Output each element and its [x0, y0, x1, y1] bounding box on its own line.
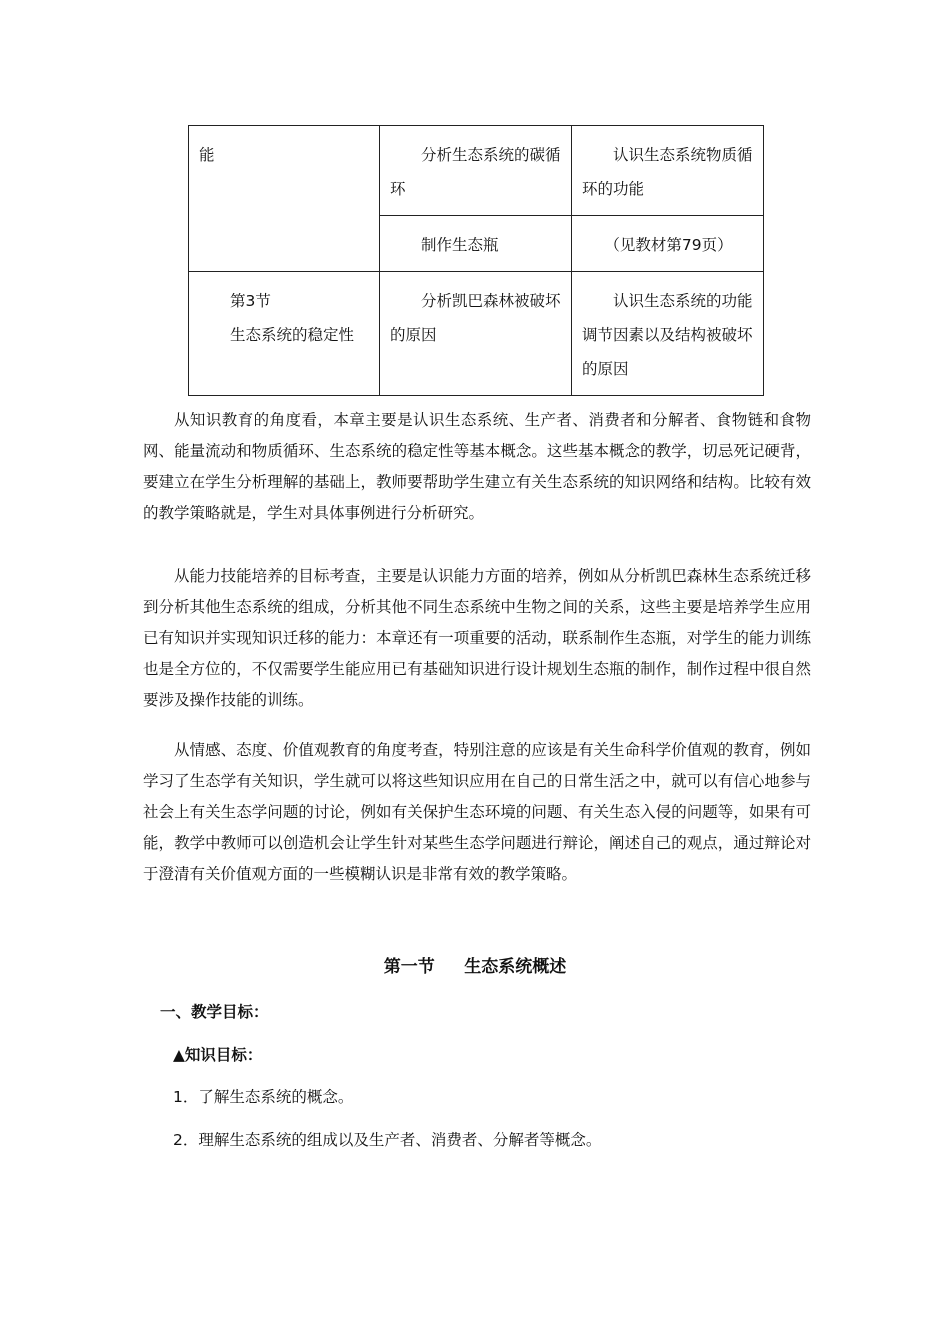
teaching-goals-heading: 一、教学目标： [160, 1003, 269, 1021]
table-cell [189, 272, 380, 396]
curriculum-table [188, 125, 764, 396]
table-cell [189, 126, 380, 272]
table-cell: 认识生态系统的功能调节因素以及结构被破坏的原因 [572, 272, 764, 396]
table-cell: 认识生态系统物质循环的功能 [572, 126, 764, 216]
knowledge-goal-item: 1．了解生态系统的概念。 [173, 1088, 354, 1106]
paragraph-knowledge-education: 从知识教育的角度看，本章主要是认识生态系统、生产者、消费者和分解者、食物链和食物网、能量流动和物质循环、生态系统的稳定性等基本概念。这些基本概念的教学，切忌死记硬背，要建立在学生分析理解的基础上，教师要帮助学生建立有关生态系统的知识网络和结构。比较有效的教学策略就是，学生对具体事例进行分析研究。 [143, 411, 811, 522]
table-cell: 分析凯巴森林被破坏的原因 [380, 272, 572, 396]
cell-line: 生态系统的稳定性 [230, 326, 355, 344]
knowledge-goals-heading: ▲知识目标： [173, 1046, 263, 1064]
cell-text: 能 [199, 146, 215, 164]
table-cell: 制作生态瓶 [380, 216, 572, 272]
paragraph-ability-training: 从能力技能培养的目标考查，主要是认识能力方面的培养，例如从分析凯巴森林生态系统迁移到分析其他生态系统的组成，分析其他不同生态系统中生物之间的关系，这些主要是培养学生应用已有知识并实现知识迁移的能力：本章还有一项重要的活动，联系制作生态瓶，对学生的能力训练也是全方位的，不仅需要学生能应用已有基础知识进行设计规划生态瓶的制作，制作过程中很自然要涉及操作技能的训练。 [143, 567, 811, 709]
table-cell: 分析生态系统的碳循环 [380, 126, 572, 216]
table-row [189, 126, 764, 216]
cell-line: 第3节 [230, 292, 271, 310]
paragraph-values-education: 从情感、态度、价值观教育的角度考查，特别注意的应该是有关生命科学价值观的教育，例如学习了生态学有关知识，学生就可以将这些知识应用在自己的日常生活之中，就可以有信心地参与社会上有关生态学问题的讨论，例如有关保护生态环境的问题、有关生态入侵的问题等，如果有可能，教学中教师可以创造机会让学生针对某些生态学问题进行辩论，阐述自己的观点，通过辩论对于澄清有关价值观方面的一些模糊认识是非常有效的教学策略。 [143, 741, 811, 883]
section-title: 第一节 生态系统概述 [383, 957, 567, 977]
table-row [189, 272, 764, 396]
table-cell: （见教材第79页） [572, 216, 764, 272]
knowledge-goal-item: 2．理解生态系统的组成以及生产者、消费者、分解者等概念。 [173, 1131, 602, 1149]
